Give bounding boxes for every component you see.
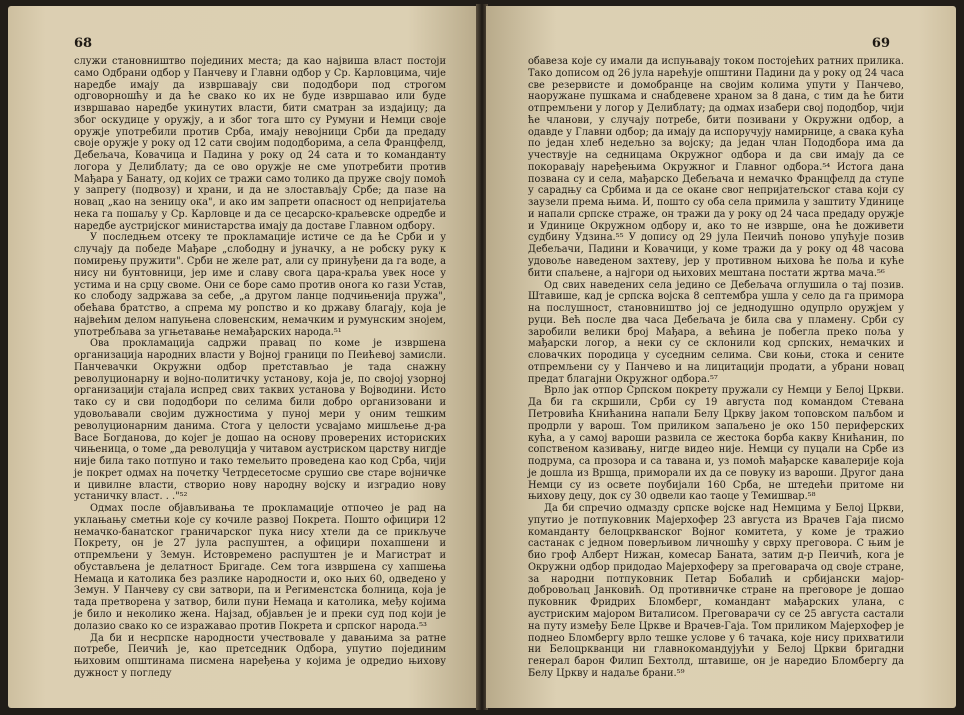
- paragraph: Од свих наведених села једино се Дебељача оглушила о тај позив. Штавише, кад је српска војска 8 септембра ушла у село да га примора на послушност, становништво јој се једнодушно одупрло оружјем у руци. Већ после два часа Дебељача је била сва у пламену. Срби су заробили велики број Мађара, а већина је побегла преко поља у мађарски логор, а неки су се склонили код српских, немачких и словачких породица у суседним селима. Сви коњи, стока и сените отпремљени су у Панчево и на лицитацији продати, а убрани новац предат благајни Окружног одбора.⁵⁷: [528, 279, 904, 385]
- paragraph: Ова прокламација садржи правац по коме је извршена организација народних власти у Војној граници по Пеићевој замисли. Панчевачки Окружни одбор претстављао је тада снажну револуционарну и војно-политичку установу, која је, по својој узорној организацији стајала испред свих таквих установа у Војводини. Исто тако су и сви пододбори по селима били добро организовани и удовољавали својим дужностима у пуној мери у оним тешким револуционарним данима. Стога у целости усвајамо мишљење д-ра Васе Богданова, до којег је дошао на основу проверених историских чињеница, о томе „да револуција у читавом аустриском царству нигдје није била тако потпуно и тако темељито проведена као код Срба, чији је покрет одмах на почетку Четрдесетосме срушио све старе војничке и цивилне власти, створио нову народну војску и изградио нову устаничку власт. . ."⁵²: [74, 338, 446, 503]
- paragraph: У последњем отсеку те прокламације истиче се да ће Срби и у случају да победе Мађаре „слободну и јуначку, а не робску руку к помирењу пружити". Срби не желе рат, али су принуђени да га воде, а нису ни бунтовници, јер име и славу свога цара-краља увек носе у устима и на срцу своме. Они се боре само против онога ко гази Устав, ко слободу задржава за себе, „а другом ланце подчињенија пружа", обећава братство, а спрема му ропство и ко државу благају, која је највећим делом напуњена словенским, немачким и румунским зноjем, употребљава за угњетавање немађарских народа.⁵¹: [74, 232, 446, 338]
- page-text: [528, 56, 904, 680]
- paragraph: Врло јак отпор Српском покрету пружали су Немци у Белој Цркви. Да би га скршили, Срби су 19 августа под командом Стевана Петровића Книћанина напали Белу Цркву јаком топовском паљбом и продрли у варош. Том приликом запаљено је око 150 периферских кућа, а у самој вароши развила се жестока борба какву Книћанин, по сопственом казивању, нигде видео није. Немци су пуцали на Србе из подрума, са прозора и са тавана и, уз помоћ мађарске кавалерије која је дошла из Вршца, приморали их да се повуку из вароши. Другог дана Немци су из освете поубијали 160 Срба, не штедећи притоме ни њихову децу, док су 30 одвели као таоце у Темишвар.⁵⁸: [528, 385, 904, 503]
- paragraph: служи становништво појединих места; да као највиша власт постоји само Одбрани одбор у Панчеву и Главни одбор у Ср. Карловцима, чије наредбе имају да извршавају сви пододбори под строгом одговорношћу и да ће свако ко их не буде извршавао или буде извршавао наредбе укинутих власти, бити сматран за издајицу; да због оскудице у оружју, а и због тога што су Румуни и Немци своје оружје употребили против Срба, имају невојници Срби да предаду своје оружје у року од 12 сати својим пододборима, а села Францфелд, Дебељача, Ковачица и Падина у року од 24 сата и то команданту логора у Делиблату; да се ово оружје не сме употребити против Мађара у Банату, од којих се тражи само толико да пруже своју помоћ у запрегу (подвозу) и храни, и да не злостављају Србе; да пазе на новац „као на зеницу ока", и ако им запрети опасност од непријатеља нека га пошаљу у Ср. Карловце и да се цесарско-краљевске одредбе и наредбе аустријског министарства имају да доставе Главном одбору.: [74, 56, 446, 232]
- paragraph: Да би спречио одмазду српске војске над Немцима у Белој Цркви, упутио је потпуковник Мајерхофер 23 августа из Врачев Гаја писмо команданту белоцркванског Војног комитета, у коме је тражио састанак с једном поверљивом личношћу у сврху преговора. С њим је био гроф Алберт Нижан, комесар Баната, затим д-р Пеичић, кога је Окружни одбор придодао Мајерхоферу за преговарача од своје стране, за народни потпуковник Петар Бобалић и србијански мајор-добровољац Јанковић. Од противничке стране на преговоре је дошао пуковник Фридрих Бломберг, командант мађарских улана, с аустриским мајором Виталисом. Преговарачи су се 25 августа састали на путу између Беле Цркве и Врачев-Гаја. Том приликом Мајерхофер је поднео Бломбергу врло тешке услове у 6 тачака, које нису прихватили ни Белоцркванци ни главнокомандујући у Белој Цркви бригадни генерал барон Филип Бехтолд, штавише, он је наредио Бломбергу да Белу Цркву и надаље брани.⁵⁹: [528, 503, 904, 679]
- left-page: [8, 6, 478, 708]
- page-number: 68: [74, 36, 93, 51]
- paragraph: Одмах после објављивања те прокламације отпочео је рад на уклањању сметњи које су кочиле развој Покрета. Пошто официри 12 немачко-банатског граничарског пука нису хтели да се прикључе Покрету, он је 27 јула распуштен, а официри похапшени и отпремљени у Земун. Истовремено распуштен је и Магистрат и обустављена је делатност Бригаде. Сем тога извршена су хапшења Немаца и католика без разлике народности и, око њих 60, одведено у Земун. У Панчеву су сви затвори, па и Регименстска болница, која је тада претворена у затвор, били пуни Немаца и католика, међу којима је било и неколико жена. Најзад, објављен је и преки суд под који је долазио свако ко се изражавао против Покрета и српског народа.⁵³: [74, 503, 446, 632]
- right-page: [486, 6, 956, 708]
- paragraph: Да би и несрпске народности учествовале у давањима за ратне потребе, Пеичић је, као претседник Одбора, упутио појединим њиховим општинама писмена наређења у којима је одредио њихову дужност у погледу: [74, 632, 446, 679]
- paragraph: обавеза које су имали да испуњавају током постојећих ратних прилика. Тако дописом од 26 јула нарећује општини Падини да у року од 24 часа све резервисте и домобранце на својим колима упути у Панчево, наоружане пушкама и снабдевене храном за 8 дана, с тим да ће бити отпремљени у логор у Делиблату; да одмах изабери свој пододбор, чији ће чланови, у случају потребе, бити позивани у Окружни одбор, а одавде у Главни одбор; да имају да испоручују намирнице, а свака кућа по један хлеб недељно за војску; да један члан Пододбора има да учествује на седницама Окружног одбора и да сви имају да се покоравају наређењима Окружног и Главног одбора.⁵⁴ Истога дана позвана су и села, мађарско Дебељача и немачко Францфелд да ступе у сарадњу са Србима и да се окане свог непријатељског става који су заузели према њима. И, пошто су оба села примила у заштиту Удинице и напали српске страже, он тражи да у року од 24 часа предаду оружје и Удинице Окружном одбору и, ако то не изврше, она ће доживети судбину Удзина.⁵⁵ У допису од 29 јула Пеичић поново упућује позив Дебељачи, Падини и Ковачици, у коме тражи да у року од 48 часова удовоље наведеном захтеву, јер у противном њихова ће поља и куће бити спаљене, а најгори од њихових мештана постати жртва мача.⁵⁶: [528, 56, 904, 279]
- page-number: 69: [871, 36, 890, 51]
- page-text: [74, 56, 446, 680]
